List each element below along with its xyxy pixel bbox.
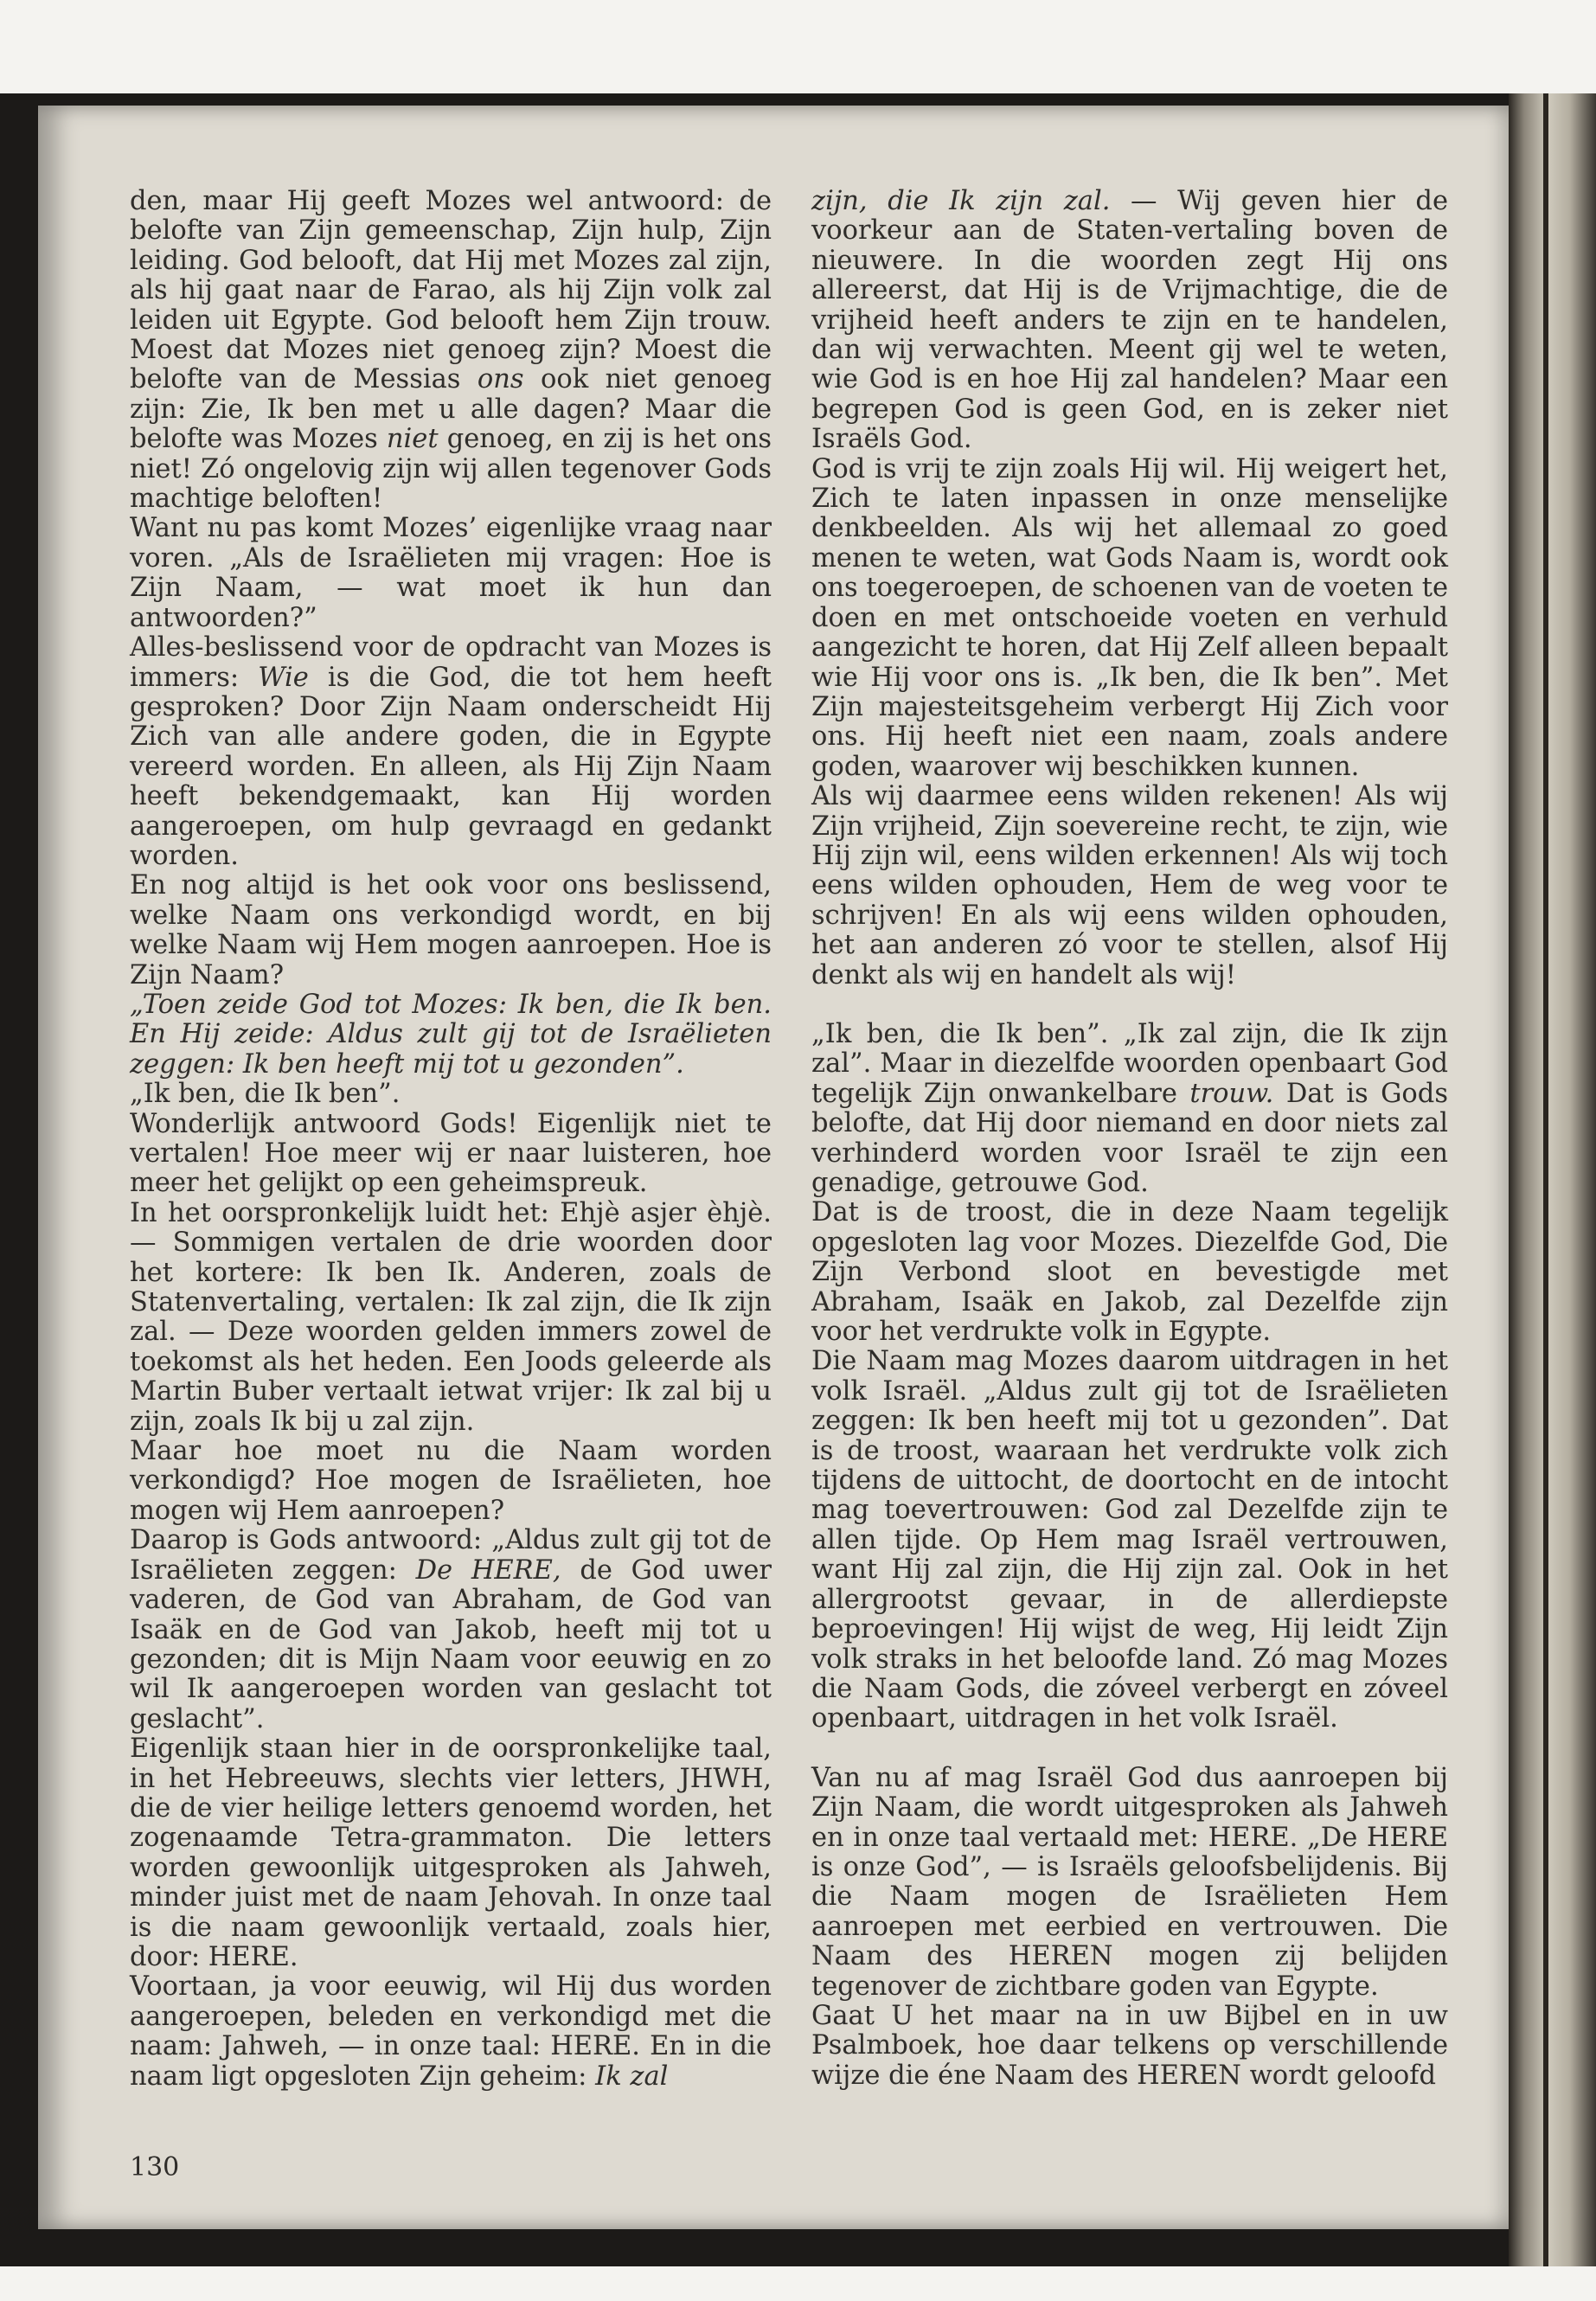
paragraph: Eigenlijk staan hier in de oorspronkelijke taal, in het Hebreeuws, slechts vier letters, JHWH, die de vier heilige letters genoemd worden, het zogenaamde Tetra-grammaton. Die letters worden gewoonlijk uitgesproken als Jahweh, minder juist met de naam Jehovah. In onze taal is die naam gewoonlijk vertaald, zoals hier, door: HERE.	[130, 1734, 772, 1972]
paragraph: „Ik ben, die Ik ben”.	[130, 1079, 401, 1110]
paragraph: „Toen zeide God tot Mozes: Ik ben, die Ik ben. En Hij zeide: Aldus zult gij tot de Israëlieten zeggen: Ik ben heeft mij tot u gezonden”.	[130, 989, 772, 1080]
paragraph: In het oorspronkelijk luidt het: Ehjè asjer èhjè. — Sommigen vertalen de drie woorden door het kortere: Ik ben Ik. Anderen, zoals de Statenvertaling, vertalen: Ik zal zijn, die Ik zijn zal. — Deze woorden gelden immers zowel de toekomst als het heden. Een Joods geleerde als Martin Buber vertaalt ietwat vrijer: Ik zal bij u zijn, zoals Ik bij u zal zijn.	[130, 1197, 772, 1437]
paragraph: Als wij daarmee eens wilden rekenen! Als wij Zijn vrijheid, Zijn soevereine recht, te zijn, wie Hij zijn wil, eens wilden erkennen! Als wij toch eens wilden ophouden, Hem de weg voor te schrijven! En als wij eens wilden ophouden, het aan anderen zó voor te stellen, alsof Hij denkt als wij en handelt als wij!	[811, 781, 1448, 990]
paragraph: Die Naam mag Mozes daarom uitdragen in het volk Israël. „Aldus zult gij tot de Israëlieten zeggen: Ik ben heeft mij tot u gezonden”. Dat is de troost, waaraan het verdrukte volk zich tijdens de uittocht, de doortocht en de intocht mag toevertrouwen: God zal Dezelfde zijn te allen tijde. Op Hem mag Israël vertrouwen, want Hij zal zijn, die Hij zijn zal. Ook in het allergrootst gevaar, in de allerdiepste beproevingen! Hij wijst de weg, Hij leidt Zijn volk straks in het beloofde land. Zó mag Mozes die Naam Gods, die zóveel verbergt en zóveel openbaart, uitdragen in het volk Israël.	[811, 1346, 1448, 1734]
paragraph: Daarop is Gods antwoord: „Aldus zult gij tot de Israëlieten zeggen: De HERE, de God uwer vaderen, de God van Abraham, de God van Isaäk en de God van Jakob, heeft mij tot u gezonden; dit is Mijn Naam voor eeuwig en zo wil Ik aangeroepen worden van geslacht tot geslacht”.	[130, 1525, 772, 1734]
paragraph: „Ik ben, die Ik ben”. „Ik zal zijn, die Ik zijn zal”. Maar in diezelfde woorden openbaart God tegelijk Zijn onwankelbare trouw. Dat is Gods belofte, dat Hij door niemand en door niets zal verhinderd worden voor Israël te zijn een genadige, getrouwe God.	[811, 1018, 1448, 1198]
paragraph: Gaat U het maar na in uw Bijbel en in uw Psalmboek, hoe daar telkens op verschillende wijze die éne Naam des HEREN wordt geloofd	[811, 2000, 1448, 2091]
paragraph: Wonderlijk antwoord Gods! Eigenlijk niet te vertalen! Hoe meer wij er naar luisteren, hoe meer het gelijkt op een geheimspreuk.	[130, 1108, 772, 1199]
paragraph: God is vrij te zijn zoals Hij wil. Hij weigert het, Zich te laten inpassen in onze menselijke denkbeelden. Als wij het allemaal zo goed menen te weten, wat Gods Naam is, wordt ook ons toegeroepen, de schoenen van de voeten te doen en met ontschoeide voeten en verhuld aangezicht te horen, dat Hij Zelf alleen bepaalt wie Hij voor ons is. „Ik ben, die Ik ben”. Met Zijn majesteitsgeheim verbergt Hij Zich voor ons. Hij heeft niet een naam, zoals andere goden, waarover wij beschikken kunnen.	[811, 453, 1448, 782]
paragraph: En nog altijd is het ook voor ons beslissend, welke Naam ons verkondigd wordt, en bij welke Naam wij Hem mogen aanroepen. Hoe is Zijn Naam?	[130, 870, 772, 990]
page-number: 130	[130, 2152, 180, 2182]
book-spine	[1509, 93, 1596, 2266]
paragraph: Dat is de troost, die in deze Naam tegelijk opgesloten lag voor Mozes. Diezelfde God, Die Zijn Verbond sloot en bevestigde met Abraham, Isaäk en Jakob, zal Dezelfde zijn voor het verdrukte volk in Egypte.	[811, 1197, 1448, 1348]
paragraph: den, maar Hij geeft Mozes wel antwoord: de belofte van Zijn gemeenschap, Zijn hulp, Zijn leiding. God belooft, dat Hij met Mozes zal zijn, als hij gaat naar de Farao, als hij Zijn volk zal leiden uit Egypte. God belooft hem Zijn trouw. Moest dat Mozes niet genoeg zijn? Moest die belofte van de Messias ons ook niet genoeg zijn: Zie, Ik ben met u alle dagen? Maar die belofte was Mozes niet genoeg, en zij is het ons niet! Zó ongelovig zijn wij allen tegenover Gods machtige beloften!	[130, 186, 772, 515]
paragraph-gap	[811, 1734, 1448, 1764]
paragraph: Voortaan, ja voor eeuwig, wil Hij dus worden aangeroepen, beleden en verkondigd met die naam: Jahweh, — in onze taal: HERE. En in die naam ligt opgesloten Zijn geheim: Ik zal	[130, 1971, 772, 2092]
paragraph: Maar hoe moet nu die Naam worden verkondigd? Hoe mogen de Israëlieten, hoe mogen wij Hem aanroepen?	[130, 1436, 772, 1526]
spine-edge	[1543, 93, 1548, 2266]
paragraph-gap	[811, 990, 1448, 1020]
left-column	[130, 187, 772, 2092]
paragraph: Van nu af mag Israël God dus aanroepen bij Zijn Naam, die wordt uitgesproken als Jahweh en in onze taal vertaald met: HERE. „De HERE is onze God”, — is Israëls geloofsbelijdenis. Bij die Naam mogen de Israëlieten Hem aanroepen met eerbied en vertrouwen. Die Naam des HEREN mogen zij belijden tegenover de zichtbare goden van Egypte.	[811, 1762, 1448, 2002]
paragraph: Want nu pas komt Mozes’ eigenlijke vraag naar voren. „Als de Israëlieten mij vragen: Hoe is Zijn Naam, — wat moet ik hun dan antwoorden?”	[130, 513, 772, 633]
paragraph: zijn, die Ik zijn zal. — Wij geven hier de voorkeur aan de Staten-vertaling boven de nieuwere. In die woorden zegt Hij ons allereerst, dat Hij is de Vrijmachtige, die de vrijheid heeft anders te zijn en te handelen, dan wij verwachten. Meent gij wel te weten, wie God is en hoe Hij zal handelen? Maar een begrepen God is geen God, en is zeker niet Israëls God.	[811, 186, 1449, 455]
right-column	[811, 187, 1448, 2091]
paragraph: Alles-beslissend voor de opdracht van Mozes is immers: Wie is die God, die tot hem heeft gesproken? Door Zijn Naam onderscheidt Hij Zich van alle andere goden, die in Egypte vereerd worden. En alleen, als Hij Zijn Naam heeft bekendgemaakt, kan Hij worden aangeroepen, om hulp gevraagd en gedankt worden.	[130, 632, 772, 871]
